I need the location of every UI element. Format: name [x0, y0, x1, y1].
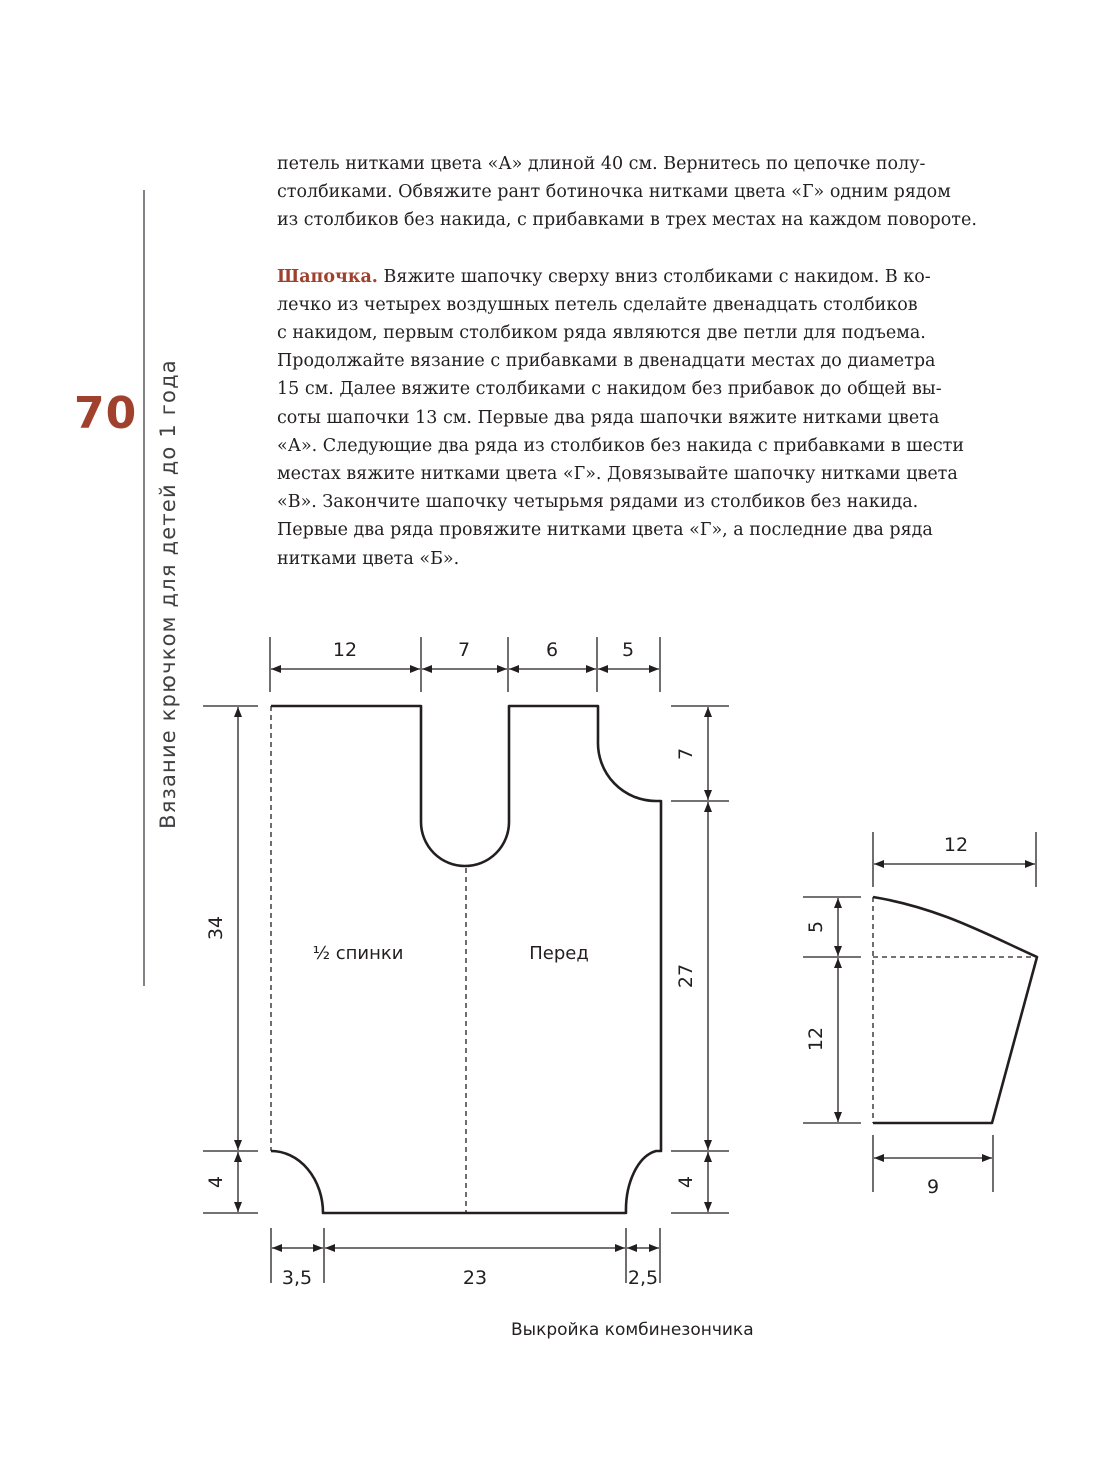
text-line: Продолжайте вязание с прибавками в двенадцати местах до диаметра [277, 351, 936, 372]
text-line: из столбиков без накида, с прибавками в трех местах на каждом повороте. [277, 210, 977, 231]
dim-left-2: 4 [205, 1175, 227, 1189]
running-title: Вязание крючком для детей до 1 года [156, 359, 180, 829]
text-fragment: Вяжите шапочку сверху вниз столбиками с накидом. В ко- [377, 266, 931, 287]
text-line: петель нитками цвета «А» длиной 40 см. Вернитесь по цепочке полу- [277, 154, 926, 174]
dim-bottom-2: 23 [462, 1267, 488, 1289]
dim-left-1: 34 [205, 915, 227, 941]
dim-top-1: 12 [332, 639, 358, 661]
text-line: лечко из четырех воздушных петель сделайте двенадцать столбиков [277, 294, 918, 315]
label-front: Перед [529, 943, 589, 964]
text-line: столбиками. Обвяжите рант ботиночка нитками цвета «Г» одним рядом [277, 182, 951, 203]
dim-top-2: 7 [457, 639, 471, 661]
page-number: 70 [74, 388, 138, 439]
text-line: Первые два ряда провяжите нитками цвета «Г», а последние два ряда [277, 520, 933, 541]
dim-bottom-1: 3,5 [281, 1267, 313, 1289]
left-dimensions [203, 706, 258, 1213]
figure-caption: Выкройка комбинезончика [511, 1320, 754, 1340]
dim-sleeve-top: 12 [943, 834, 969, 856]
text-line: местах вяжите нитками цвета «Г». Довязывайте шапочку нитками цвета [277, 464, 958, 485]
text-line: «В». Закончите шапочку четырьмя рядами из столбиков без накида. [277, 492, 919, 513]
dim-sleeve-bottom: 9 [926, 1176, 940, 1198]
dim-bottom-3: 2,5 [627, 1267, 659, 1289]
dim-sleeve-cap: 5 [805, 920, 827, 934]
dim-top-3: 6 [545, 639, 559, 661]
dim-right-2: 27 [675, 963, 697, 989]
label-back: ½ спинки [312, 943, 404, 964]
right-dimensions [671, 706, 729, 1213]
text-line: «А». Следующие два ряда из столбиков без накида с прибавками в шести [277, 435, 965, 456]
text-line: 15 см. Далее вяжите столбиками с накидом без прибавок до общей вы- [277, 379, 942, 400]
text-line: нитками цвета «Б». [277, 548, 460, 569]
section-heading: Шапочка. [277, 266, 378, 287]
dim-right-3: 4 [675, 1175, 697, 1189]
bodice-piece [271, 706, 661, 1213]
dim-top-4: 5 [621, 639, 635, 661]
text-line: соты шапочки 13 см. Первые два ряда шапочки вяжите нитками цвета [277, 407, 940, 428]
dim-sleeve-length: 12 [805, 1026, 827, 1052]
text-line: с накидом, первым столбиком ряда являются две петли для подъема. [277, 323, 926, 344]
sleeve-outline [873, 897, 1037, 1123]
dim-right-1: 7 [675, 747, 697, 761]
sleeve-dimensions [803, 832, 1036, 1192]
sleeve-piece [873, 897, 1037, 1123]
